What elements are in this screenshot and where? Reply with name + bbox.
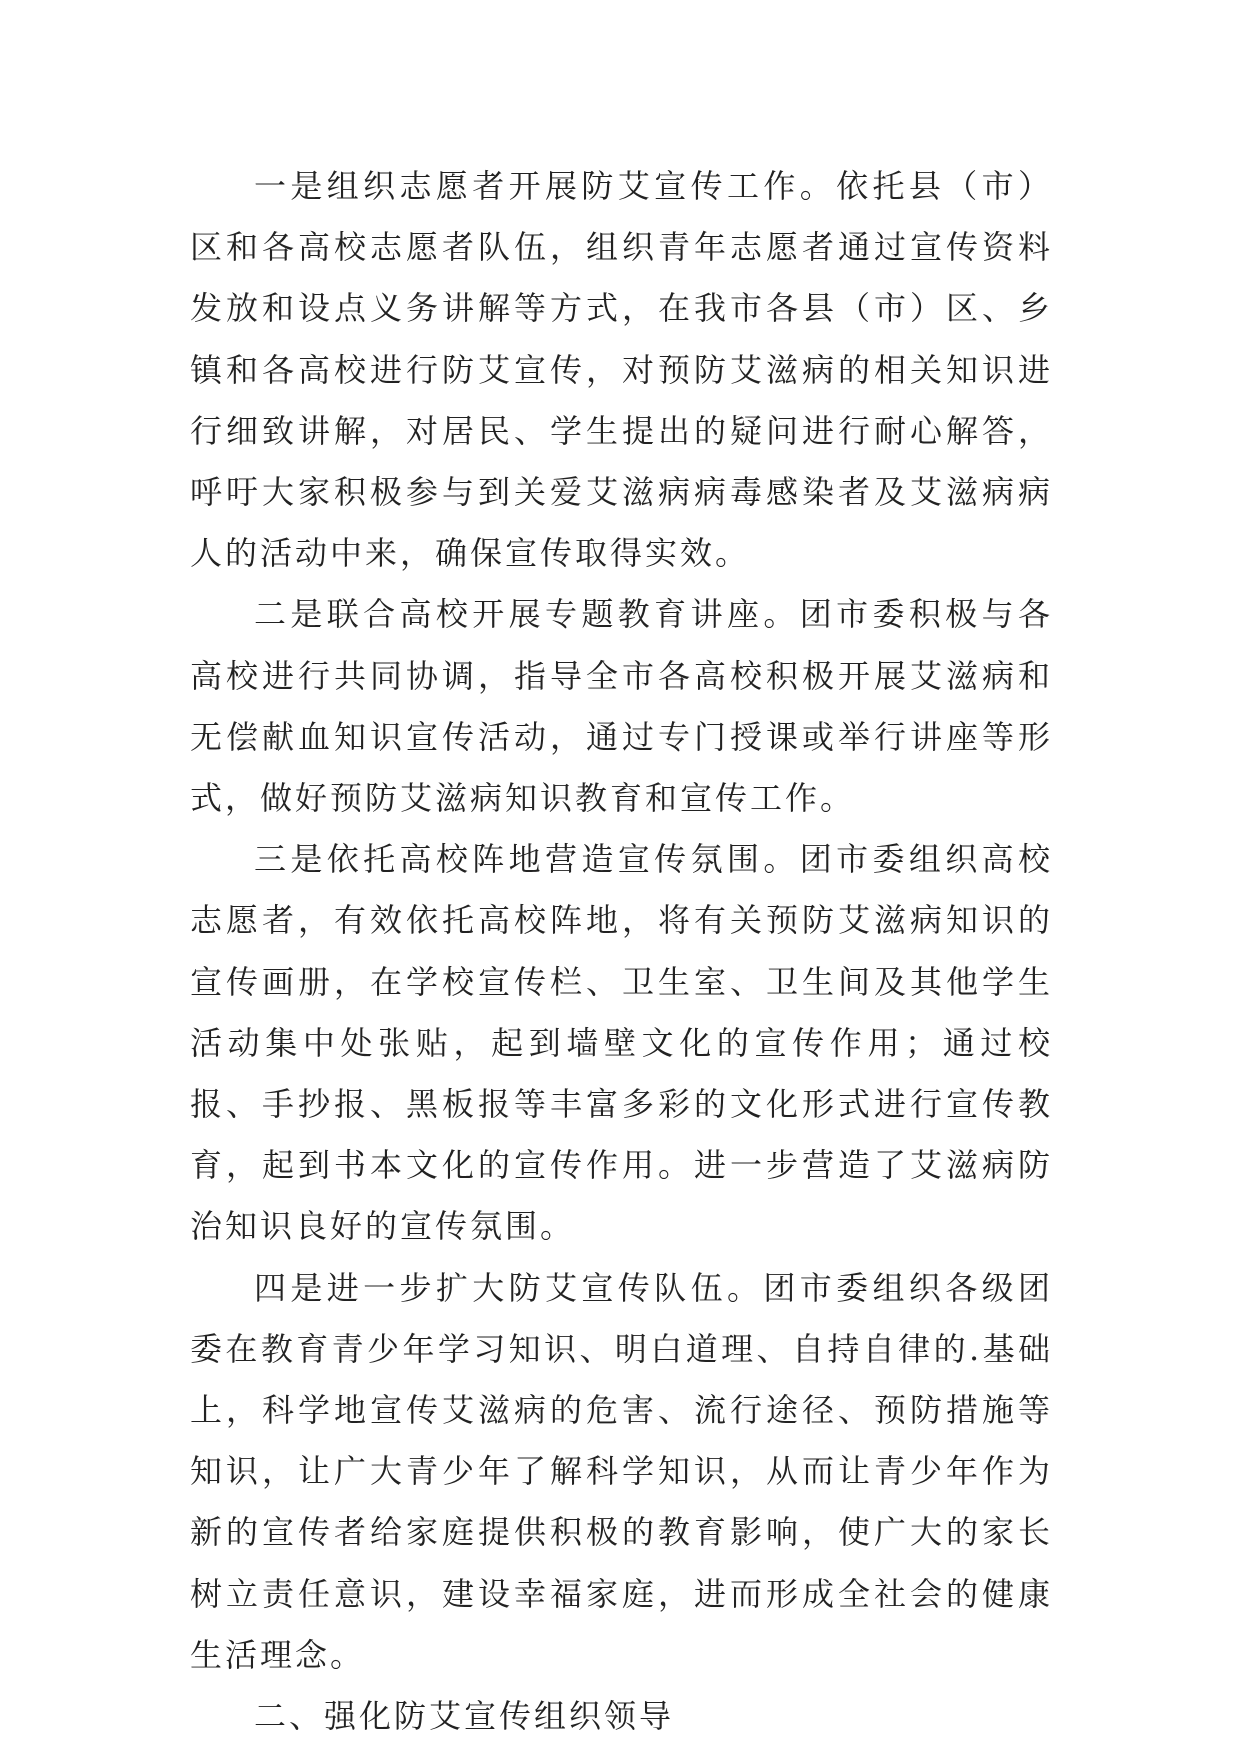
paragraph-campus-atmosphere: 三是依托高校阵地营造宣传氛围。团市委组织高校志愿者，有效依托高校阵地，将有关预防艾滋病知识的宣传画册，在学校宣传栏、卫生室、卫生间及其他学生活动集中处张贴，起到墙壁文化的宣传作用；通过校报、手抄报、黑板报等丰富多彩的文化形式进行宣传教育，起到书本文化的宣传作用。进一步营造了艾滋病防治知识良好的宣传氛围。	[190, 840, 1053, 1246]
paragraph-expand-team: 四是进一步扩大防艾宣传队伍。团市委组织各级团委在教育青少年学习知识、明白道理、自持自律的.基础上，科学地宣传艾滋病的危害、流行途径、预防措施等知识，让广大青少年了解科学知识，从而让青少年作为新的宣传者给家庭提供积极的教育影响，使广大的家长树立责任意识，建设幸福家庭，进而形成全社会的健康生活理念。	[190, 1268, 1053, 1674]
document-page	[190, 156, 1053, 1747]
paragraph-lectures: 二是联合高校开展专题教育讲座。团市委积极与各高校进行共同协调，指导全市各高校积极开展艾滋病和无偿献血知识宣传活动，通过专门授课或举行讲座等形式，做好预防艾滋病知识教育和宣传工作。	[190, 595, 1053, 818]
section-heading: 二、强化防艾宣传组织领导	[254, 1697, 675, 1736]
paragraph-volunteers: 一是组织志愿者开展防艾宣传工作。依托县（市）区和各高校志愿者队伍，组织青年志愿者通过宣传资料发放和设点义务讲解等方式，在我市各县（市）区、乡镇和各高校进行防艾宣传，对预防艾滋病的相关知识进行细致讲解，对居民、学生提出的疑问进行耐心解答，呼吁大家积极参与到关爱艾滋病病毒感染者及艾滋病病人的活动中来，确保宣传取得实效。	[190, 167, 1053, 573]
